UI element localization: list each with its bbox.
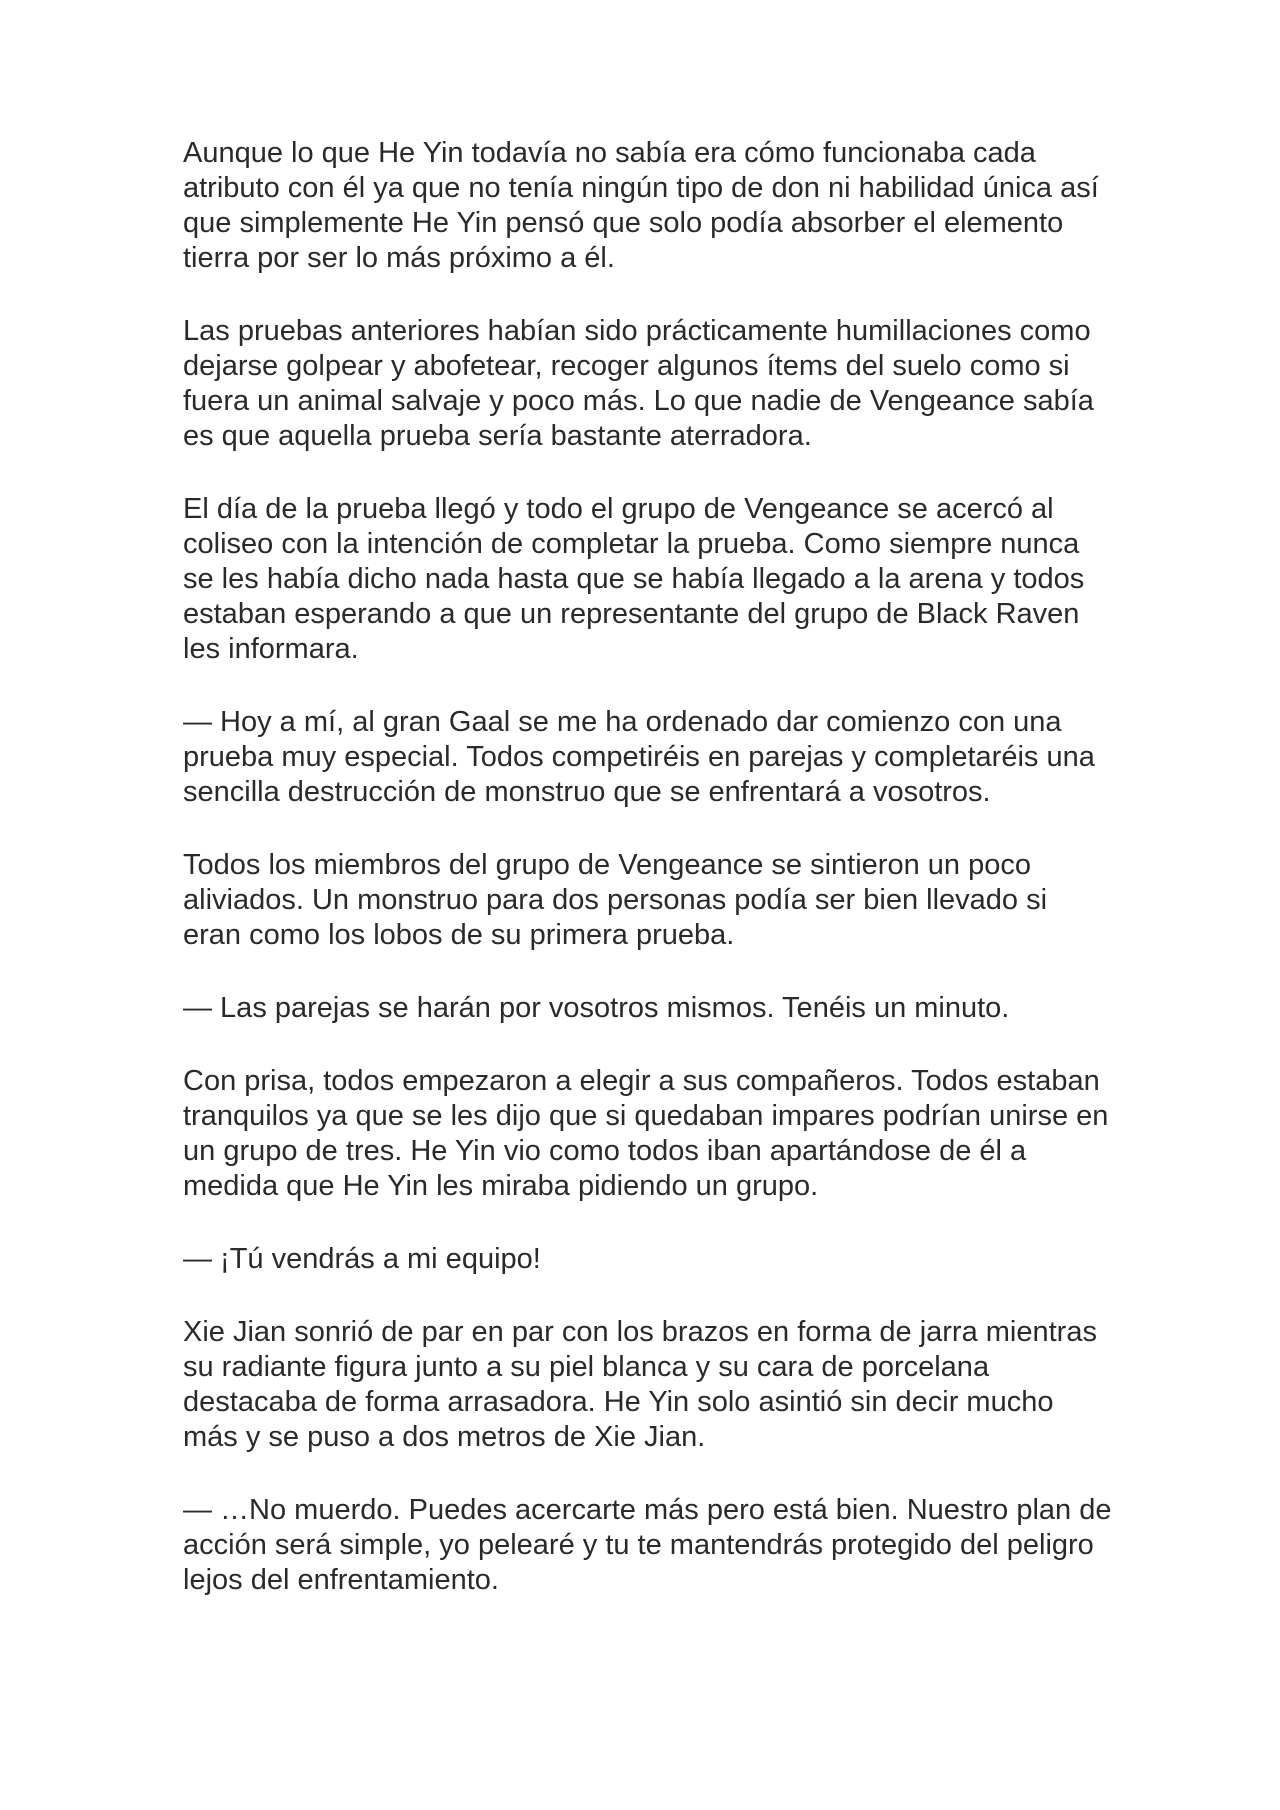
paragraph-8: — ¡Tú vendrás a mi equipo! [183, 1243, 541, 1275]
paragraph-5: Todos los miembros del grupo de Vengeance se sintieron un poco aliviados. Un monstruo para dos personas podía ser bien llevado si eran como los lobos de su primera prueba. [183, 849, 1048, 951]
document-body [183, 136, 1113, 1636]
paragraph-9: Xie Jian sonrió de par en par con los brazos en forma de jarra mientras su radiante figura junto a su piel blanca y su cara de porcelana destacaba de forma arrasadora. He Yin solo asintió sin decir mucho más y se puso a dos metros de Xie Jian. [183, 1316, 1097, 1453]
paragraph-4: — Hoy a mí, al gran Gaal se me ha ordenado dar comienzo con una prueba muy especial. Todos competiréis en parejas y completaréis una sencilla destrucción de monstruo que se enfrentará a vosotros. [183, 706, 1095, 808]
paragraph-7: Con prisa, todos empezaron a elegir a sus compañeros. Todos estaban tranquilos ya que se les dijo que si quedaban impares podrían unirse en un grupo de tres. He Yin vio como todos iban apartándose de él a medida que He Yin les miraba pidiendo un grupo. [183, 1065, 1109, 1202]
paragraph-2: Las pruebas anteriores habían sido prácticamente humillaciones como dejarse golpear y abofetear, recoger algunos ítems del suelo como si fuera un animal salvaje y poco más. Lo que nadie de Vengeance sabía es que aquella prueba sería bastante aterradora. [183, 315, 1094, 452]
paragraph-3: El día de la prueba llegó y todo el grupo de Vengeance se acercó al coliseo con la intención de completar la prueba. Como siempre nunca se les había dicho nada hasta que se había llegado a la arena y todos estaban esperando a que un representante del grupo de Black Raven les informara. [183, 493, 1085, 665]
paragraph-1: Aunque lo que He Yin todavía no sabía era cómo funcionaba cada atributo con él ya que no tenía ningún tipo de don ni habilidad única así que simplemente He Yin pensó que solo podía absorber el elemento tierra por ser lo más próximo a él. [183, 137, 1099, 274]
paragraph-10: — …No muerdo. Puedes acercarte más pero está bien. Nuestro plan de acción será simple, yo pelearé y tu te mantendrás protegido del peligro lejos del enfrentamiento. [183, 1494, 1112, 1596]
paragraph-6: — Las parejas se harán por vosotros mismos. Tenéis un minuto. [183, 992, 1010, 1024]
